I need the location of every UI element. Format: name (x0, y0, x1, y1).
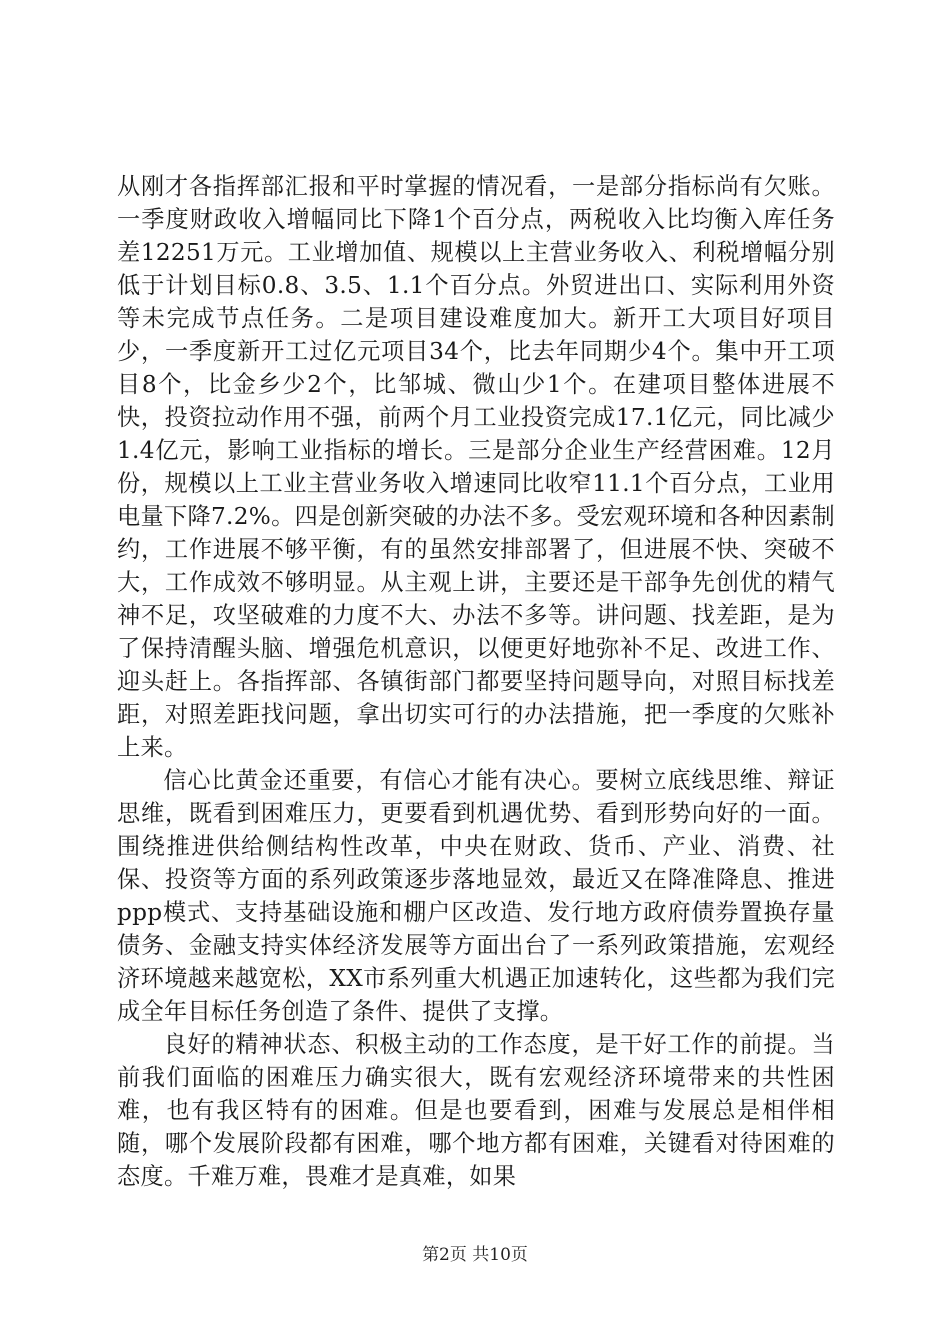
page-footer: 第2页 共10页 (422, 1245, 528, 1265)
document-body (117, 170, 835, 1193)
paragraph-1: 从刚才各指挥部汇报和平时掌握的情况看，一是部分指标尚有欠账。一季度财政收入增幅同比下降1个百分点，两税收入比均衡入库任务差12251万元。工业增加值、规模以上主营业务收入、利税增幅分别低于计划目标0.8、3.5、1.1个百分点。外贸进出口、实际利用外资等未完成节点任务。二是项目建设难度加大。新开工大项目好项目少，一季度新开工过亿元项目34个，比去年同期少4个。集中开工项目8个，比金乡少2个，比邹城、微山少1个。在建项目整体进展不快，投资拉动作用不强，前两个月工业投资完成17.1亿元，同比减少1.4亿元，影响工业指标的增长。三是部分企业生产经营困难。12月份，规模以上工业主营业务收入增速同比收窄11.1个百分点，工业用电量下降7.2%。四是创新突破的办法不多。受宏观环境和各种因素制约，工作进展不够平衡，有的虽然安排部署了，但进展不快、突破不大，工作成效不够明显。从主观上讲，主要还是干部争先创优的精气神不足，攻坚破难的力度不大、办法不多等。讲问题、找差距，是为了保持清醒头脑、增强危机意识，以便更好地弥补不足、改进工作、迎头赶上。各指挥部、各镇街部门都要坚持问题导向，对照目标找差距，对照差距找问题，拿出切实可行的办法措施，把一季度的欠账补上来。 (117, 173, 835, 761)
paragraph-2: 信心比黄金还重要，有信心才能有决心。要树立底线思维、辩证思维，既看到困难压力，更要看到机遇优势、看到形势向好的一面。围绕推进供给侧结构性改革，中央在财政、货币、产业、消费、社保、投资等方面的系列政策逐步落地显效，最近又在降准降息、推进ppp模式、支持基础设施和棚户区改造、发行地方政府债券置换存量债务、金融支持实体经济发展等方面出台了一系列政策措施，宏观经济环境越来越宽松，XX市系列重大机遇正加速转化，这些都为我们完成全年目标任务创造了条件、提供了支撑。 (117, 767, 835, 1025)
paragraph-3: 良好的精神状态、积极主动的工作态度，是干好工作的前提。当前我们面临的困难压力确实很大，既有宏观经济环境带来的共性困难，也有我区特有的困难。但是也要看到，困难与发展总是相伴相随，哪个发展阶段都有困难，哪个地方都有困难，关键看对待困难的态度。千难万难，畏难才是真难，如果 (117, 1031, 835, 1190)
